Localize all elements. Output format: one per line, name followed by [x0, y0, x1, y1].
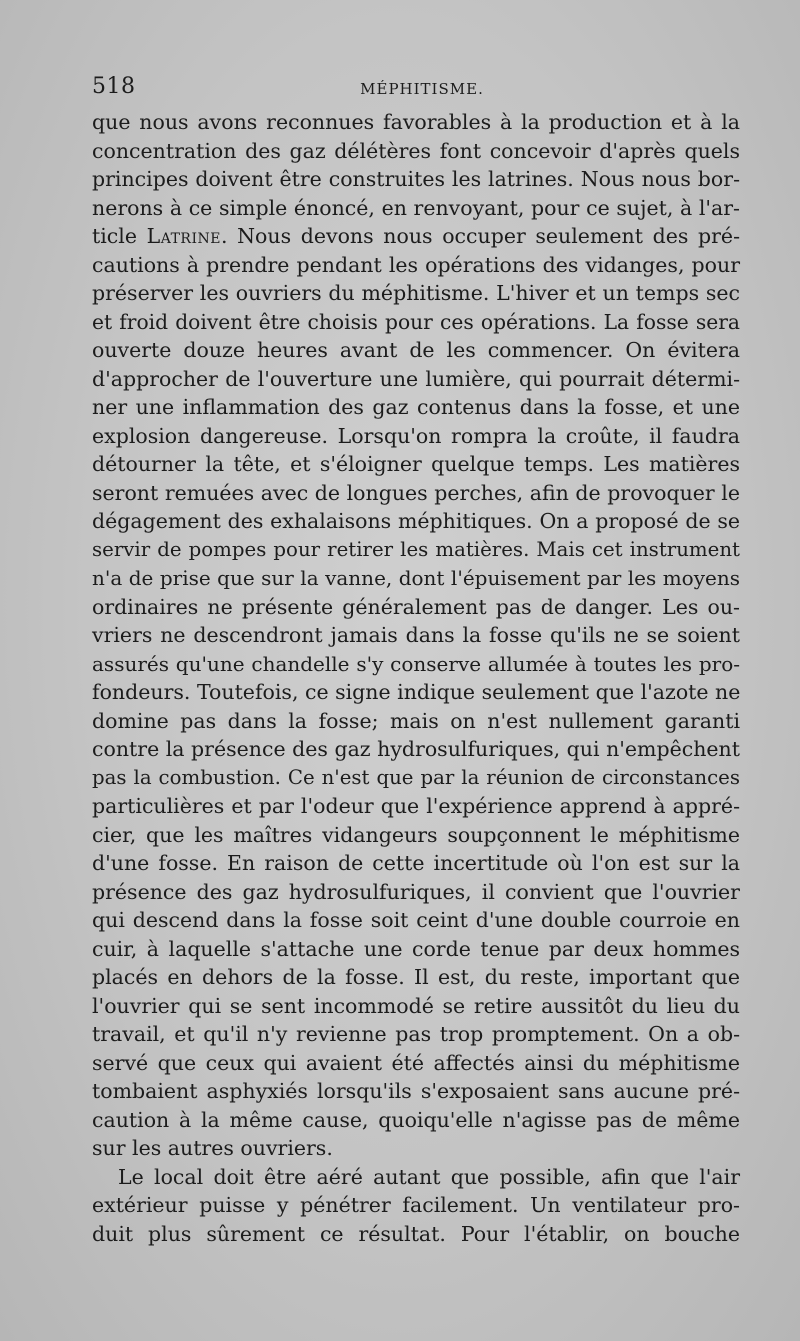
text-line: seront remuées avec de longues perches, afin de provoquer le [92, 480, 740, 505]
text-line: sur les autres ouvriers. [92, 1136, 333, 1160]
text-line: cuir, à laquelle s'attache une corde tenue par deux hommes [92, 936, 740, 961]
text-line: tombaient asphyxiés lorsqu'ils s'exposaient sans aucune pré- [92, 1079, 740, 1103]
text-line [92, 222, 740, 251]
text-line: vriers ne descendront jamais dans la fosse qu'ils ne se soient [92, 623, 740, 647]
text-line: contre la présence des gaz hydrosulfuriques, qui n'empêchent [92, 737, 740, 761]
page-number: 518 [92, 74, 136, 99]
text-line: cier, que les maîtres vidangeurs soupçonnent le méphitisme [92, 822, 740, 847]
text-line: n'a de prise que sur la vanne, dont l'épuisement par les moyens [92, 566, 740, 590]
paragraph [92, 108, 740, 1163]
text-fragment: ticle [92, 224, 147, 248]
text-line: qui descend dans la fosse soit ceint d'une double courroie en [92, 908, 740, 932]
text-line: ouverte douze heures avant de les commencer. On évitera [92, 338, 740, 362]
text-line: domine pas dans la fosse; mais on n'est nullement garanti [92, 708, 740, 733]
text-line: servir de pompes pour retirer les matières. Mais cet instrument [92, 537, 740, 561]
text-line: servé que ceux qui avaient été affectés ainsi du méphitisme [92, 1050, 740, 1075]
text-line: Le local doit être aéré autant que possible, afin que l'air [118, 1164, 740, 1189]
text-line: explosion dangereuse. Lorsqu'on rompra la croûte, il faudra [92, 423, 740, 448]
text-line: d'une fosse. En raison de cette incertitude où l'on est sur la [92, 851, 740, 875]
text-line: détourner la tête, et s'éloigner quelque temps. Les matières [92, 452, 740, 476]
text-line: d'approcher de l'ouverture une lumière, qui pourrait détermi- [92, 366, 740, 391]
text-line: placés en dehors de la fosse. Il est, du reste, important que [92, 965, 740, 989]
text-line: que nous avons reconnues favorables à la production et à la [92, 110, 740, 134]
text-line: travail, et qu'il n'y revienne pas trop promptement. On a ob- [92, 1022, 740, 1046]
text-line: assurés qu'une chandelle s'y conserve allumée à toutes les pro- [92, 651, 740, 676]
text-line: dégagement des exhalaisons méphitiques. On a proposé de se [92, 509, 740, 533]
text-line: ner une inflammation des gaz contenus dans la fosse, et une [92, 395, 740, 419]
text-line: l'ouvrier qui se sent incommodé se retire aussitôt du lieu du [92, 993, 740, 1018]
text-line: nerons à ce simple énoncé, en renvoyant, pour ce sujet, à l'ar- [92, 195, 740, 220]
text-line: préserver les ouvriers du méphitisme. L'hiver et un temps sec [92, 281, 740, 305]
paragraph [92, 1163, 740, 1249]
text-fragment: . Nous devons nous occuper seulement des pré- [220, 224, 740, 248]
text-line: pas la combustion. Ce n'est que par la réunion de circonstances [92, 765, 740, 789]
text-line: fondeurs. Toutefois, ce signe indique seulement que l'azote ne [92, 680, 741, 704]
page-header [92, 74, 752, 104]
text-line: cautions à prendre pendant les opérations des vidanges, pour [92, 252, 740, 277]
cross-reference: Latrine [146, 224, 221, 248]
text-line: particulières et par l'odeur que l'expérience apprend à appré- [92, 794, 740, 818]
text-line: extérieur puisse y pénétrer facilement. Un ventilateur pro- [92, 1193, 740, 1217]
body-text [92, 108, 740, 1248]
text-line: présence des gaz hydrosulfuriques, il convient que l'ouvrier [92, 879, 740, 904]
text-line: caution à la même cause, quoiqu'elle n'agisse pas de même [92, 1107, 740, 1132]
text-line: duit plus sûrement ce résultat. Pour l'établir, on bouche [92, 1221, 740, 1246]
text-line: concentration des gaz délétères font concevoir d'après quels [92, 138, 740, 163]
running-title: MÉPHITISME. [360, 80, 484, 98]
text-line: principes doivent être construites les latrines. Nous nous bor- [92, 167, 740, 191]
text-line: ordinaires ne présente généralement pas de danger. Les ou- [92, 594, 740, 619]
text-line: et froid doivent être choisis pour ces opérations. La fosse sera [92, 309, 740, 334]
